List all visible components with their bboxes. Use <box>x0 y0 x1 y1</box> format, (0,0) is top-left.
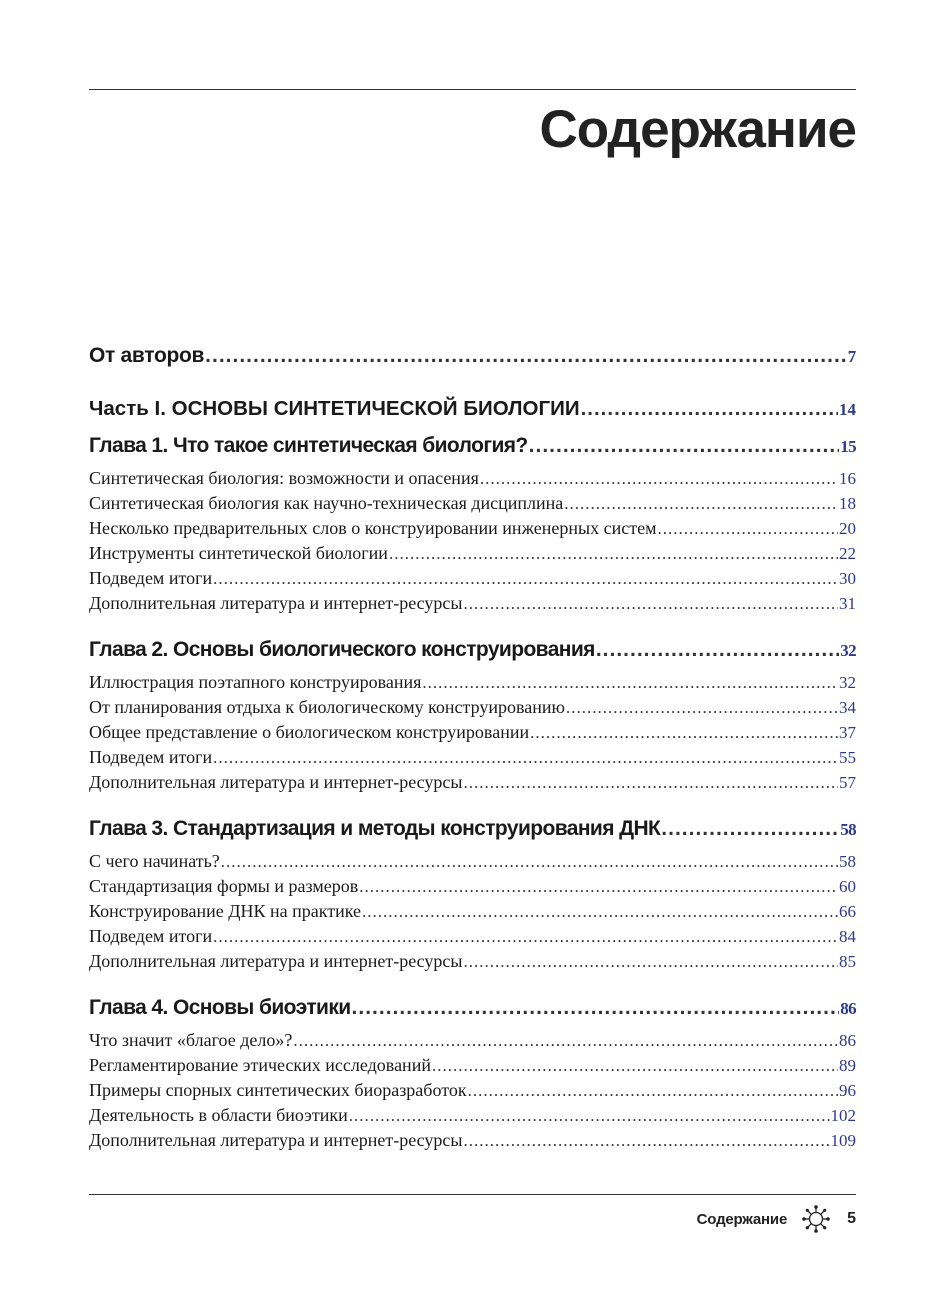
toc-label: Общее представление о биологическом конструировании <box>89 722 530 742</box>
toc-page-number: 58 <box>840 820 856 839</box>
toc-label: Дополнительная литература и интернет-ресурсы <box>89 593 463 613</box>
toc-page-number: 31 <box>839 594 856 613</box>
toc-label: Инструменты синтетической биологии <box>89 543 388 563</box>
toc-chapter[interactable] <box>89 809 856 849</box>
toc-label: Синтетическая биология: возможности и опасения <box>89 468 479 488</box>
toc-label: С чего начинать? <box>89 851 220 871</box>
toc-page-number: 15 <box>840 437 856 456</box>
toc-label: Глава 2. Основы биологического конструирования <box>89 638 595 661</box>
toc-label: Что значит «благое дело»? <box>89 1030 293 1050</box>
toc-leader-dots <box>362 899 838 924</box>
toc-leader-dots <box>293 1028 838 1053</box>
toc-leader-dots <box>352 988 840 1028</box>
footer-page-number: 5 <box>847 1210 856 1227</box>
toc-entry[interactable] <box>89 541 856 566</box>
top-rule <box>89 89 856 90</box>
toc-label: Дополнительная литература и интернет-ресурсы <box>89 951 463 971</box>
toc-leader-dots <box>596 630 839 670</box>
toc-entry[interactable] <box>89 720 856 745</box>
toc-label: Несколько предварительных слов о конструировании инженерных систем <box>89 518 657 538</box>
toc-leader-dots <box>530 720 838 745</box>
toc-label: Подведем итоги <box>89 926 213 946</box>
page-title: Содержание <box>539 100 856 159</box>
toc-leader-dots <box>432 1053 838 1078</box>
toc-label: Подведем итоги <box>89 568 213 588</box>
toc-entry[interactable] <box>89 874 856 899</box>
toc-label: Иллюстрация поэтапного конструирования <box>89 672 422 692</box>
toc-page-number: 85 <box>839 952 856 971</box>
toc-label: Деятельность в области биоэтики <box>89 1105 348 1125</box>
toc-entry[interactable] <box>89 924 856 949</box>
toc-page-number: 86 <box>840 999 856 1018</box>
toc-page-number: 96 <box>839 1081 856 1100</box>
toc-page-number: 86 <box>839 1031 856 1050</box>
toc-page-number: 84 <box>839 927 856 946</box>
toc-page-number: 37 <box>839 723 856 742</box>
toc-leader-dots <box>464 949 839 974</box>
toc-leader-dots <box>213 924 838 949</box>
toc-leader-dots <box>359 874 838 899</box>
toc-entry[interactable] <box>89 949 856 974</box>
toc-page-number: 16 <box>839 469 856 488</box>
toc-entry[interactable] <box>89 695 856 720</box>
toc-page-number: 18 <box>839 494 856 513</box>
toc-label: Дополнительная литература и интернет-ресурсы <box>89 1130 463 1150</box>
toc-intro[interactable] <box>89 336 856 376</box>
toc-label: Конструирование ДНК на практике <box>89 901 362 921</box>
toc-page-number: 22 <box>839 544 856 563</box>
toc-leader-dots <box>464 1128 830 1153</box>
table-of-contents <box>89 336 856 1153</box>
toc-leader-dots <box>205 336 847 376</box>
toc-page-number: 7 <box>847 347 856 366</box>
toc-label: Глава 4. Основы биоэтики <box>89 996 351 1019</box>
toc-page-number: 32 <box>840 641 856 660</box>
toc-leader-dots <box>349 1103 830 1128</box>
toc-entry[interactable] <box>89 466 856 491</box>
toc-leader-dots <box>213 566 838 591</box>
toc-label: От авторов <box>89 344 205 367</box>
toc-entry[interactable] <box>89 1078 856 1103</box>
toc-leader-dots <box>661 809 839 849</box>
toc-label: От планирования отдыха к биологическому конструированию <box>89 697 565 717</box>
toc-entry[interactable] <box>89 745 856 770</box>
toc-entry[interactable] <box>89 670 856 695</box>
toc-page-number: 34 <box>839 698 856 717</box>
toc-leader-dots <box>581 392 838 426</box>
toc-leader-dots <box>221 849 838 874</box>
toc-leader-dots <box>464 591 839 616</box>
toc-label: Регламентирование этических исследований <box>89 1055 431 1075</box>
toc-label: Глава 1. Что такое синтетическая биология? <box>89 434 528 457</box>
toc-page-number: 57 <box>839 773 856 792</box>
molecule-icon <box>801 1204 831 1234</box>
toc-page-number: 66 <box>839 902 856 921</box>
toc-page-number: 32 <box>839 673 856 692</box>
toc-leader-dots <box>389 541 838 566</box>
bottom-rule <box>89 1194 856 1195</box>
toc-page-number: 89 <box>839 1056 856 1075</box>
toc-entry[interactable] <box>89 899 856 924</box>
toc-entry[interactable] <box>89 1128 856 1153</box>
toc-page-number: 30 <box>839 569 856 588</box>
toc-entry[interactable] <box>89 1028 856 1053</box>
toc-page-number: 58 <box>839 852 856 871</box>
toc-entry[interactable] <box>89 1053 856 1078</box>
page-footer <box>697 1204 856 1234</box>
toc-label: Стандартизация формы и размеров <box>89 876 359 896</box>
toc-label: Подведем итоги <box>89 747 213 767</box>
toc-entry[interactable] <box>89 591 856 616</box>
toc-entry[interactable] <box>89 516 856 541</box>
toc-entry[interactable] <box>89 491 856 516</box>
toc-label: Примеры спорных синтетических биоразработок <box>89 1080 467 1100</box>
toc-label: Часть I. ОСНОВЫ СИНТЕТИЧЕСКОЙ БИОЛОГИИ <box>89 397 580 420</box>
footer-label: Содержание <box>696 1210 788 1228</box>
toc-leader-dots <box>468 1078 838 1103</box>
toc-label: Глава 3. Стандартизация и методы конструирования ДНК <box>89 817 661 840</box>
toc-entry[interactable] <box>89 566 856 591</box>
toc-leader-dots <box>464 770 839 795</box>
toc-entry[interactable] <box>89 770 856 795</box>
toc-page-number: 20 <box>839 519 856 538</box>
toc-chapter[interactable] <box>89 988 856 1028</box>
toc-page-number: 60 <box>839 877 856 896</box>
toc-page-number: 102 <box>830 1106 856 1125</box>
toc-page-number: 14 <box>839 400 856 419</box>
toc-leader-dots <box>529 426 840 466</box>
toc-leader-dots <box>564 491 838 516</box>
toc-page-number: 109 <box>830 1131 856 1150</box>
toc-part[interactable] <box>89 392 856 426</box>
toc-label: Синтетическая биология как научно-техническая дисциплина <box>89 493 564 513</box>
toc-entry[interactable] <box>89 849 856 874</box>
toc-chapter[interactable] <box>89 630 856 670</box>
toc-leader-dots <box>480 466 838 491</box>
toc-entry[interactable] <box>89 1103 856 1128</box>
toc-chapter[interactable] <box>89 426 856 466</box>
toc-leader-dots <box>422 670 838 695</box>
toc-page-number: 55 <box>839 748 856 767</box>
toc-leader-dots <box>657 516 838 541</box>
toc-leader-dots <box>566 695 838 720</box>
toc-leader-dots <box>213 745 838 770</box>
toc-label: Дополнительная литература и интернет-ресурсы <box>89 772 463 792</box>
